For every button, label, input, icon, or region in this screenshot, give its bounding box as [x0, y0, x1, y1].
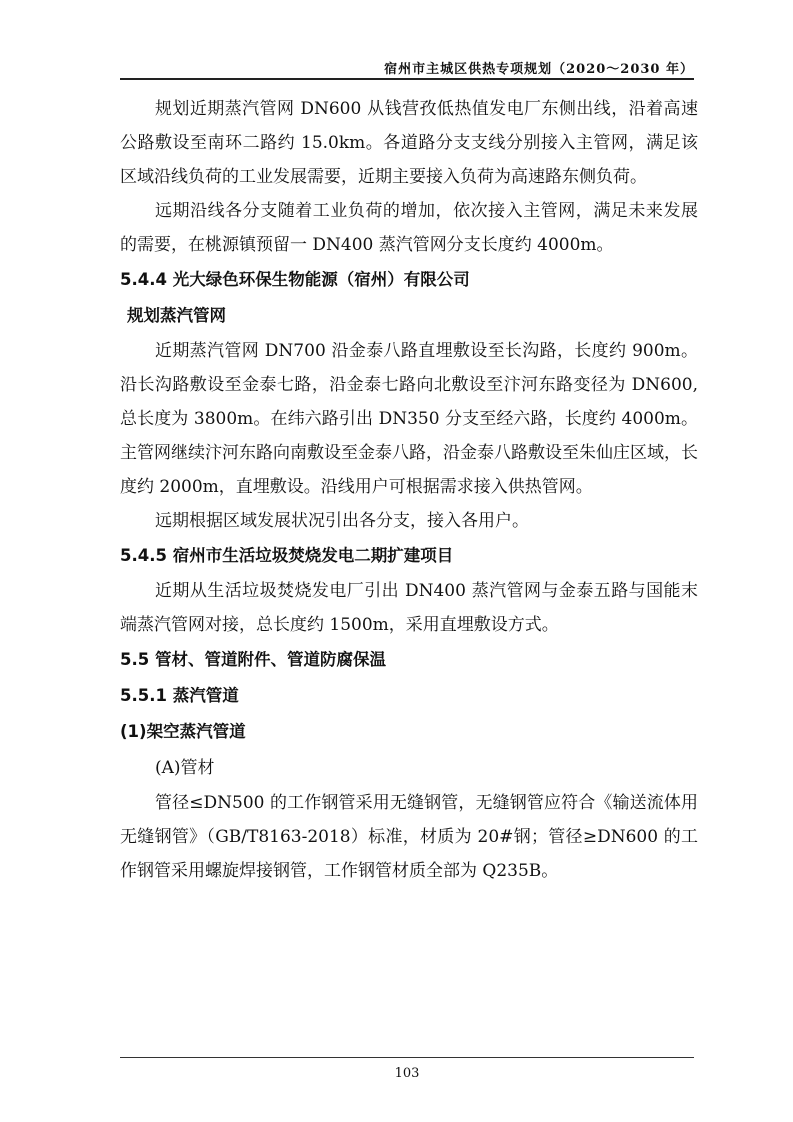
header-rule — [120, 78, 694, 80]
paragraph-near-term-dn600: 规划近期蒸汽管网 DN600 从钱营孜低热值发电厂东侧出线，沿着高速公路敷设至南环二路约 15.0km。各道路分支支线分别接入主管网，满足该区域沿线负荷的工业发展需要，近期主要接入负荷为高速路东侧负荷。 — [120, 99, 698, 187]
section-heading-5-5-1: 5.5.1 蒸汽管道 — [120, 686, 239, 705]
document-body — [120, 92, 698, 888]
page-number: 103 — [394, 1066, 420, 1081]
section-heading-5-5: 5.5 管材、管道附件、管道防腐保温 — [120, 650, 386, 669]
running-header-title: 宿州市主城区供热专项规划（2020～2030 年） — [384, 62, 694, 77]
paragraph-dn700-route: 近期蒸汽管网 DN700 沿金泰八路直埋敷设至长沟路，长度约 900m。沿长沟路敷设至金泰七路，沿金泰七路向北敷设至汴河东路变径为 DN600,总长度为 3800m。在纬六路引出 DN350 分支至经六路，长度约 4000m。主管网继续汴河东路向南敷设至金泰八路，沿金泰八路敷设至朱仙庄区域，长度约 2000m，直埋敷设。沿线用户可根据需求接入供热管网。 — [120, 341, 698, 497]
section-heading-5-4-4: 5.4.4 光大绿色环保生物能源（宿州）有限公司 — [120, 270, 470, 289]
subheading-planned-steam-network: 规划蒸汽管网 — [127, 306, 226, 325]
paragraph-dn400-connection: 近期从生活垃圾焚烧发电厂引出 DN400 蒸汽管网与金泰五路与国能末端蒸汽管网对接，总长度约 1500m，采用直埋敷设方式。 — [120, 581, 698, 635]
item-label-pipe-material: (A)管材 — [155, 758, 215, 778]
heading-overhead-steam-pipe: (1)架空蒸汽管道 — [120, 722, 246, 741]
paragraph-long-term-users: 远期根据区域发展状况引出各分支，接入各用户。 — [155, 511, 529, 531]
footer-rule — [120, 1057, 694, 1058]
section-heading-5-4-5: 5.4.5 宿州市生活垃圾焚烧发电二期扩建项目 — [120, 546, 454, 565]
paragraph-pipe-material-spec: 管径≤DN500 的工作钢管采用无缝钢管，无缝钢管应符合《输送流体用无缝钢管》（GB/T8163-2018）标准，材质为 20#钢；管径≥DN600 的工作钢管采用螺旋焊接钢管，工作钢管材质全部为 Q235B。 — [120, 793, 698, 881]
paragraph-long-term-branches: 远期沿线各分支随着工业负荷的增加，依次接入主管网，满足未来发展的需要，在桃源镇预留一 DN400 蒸汽管网分支长度约 4000m。 — [120, 201, 698, 255]
